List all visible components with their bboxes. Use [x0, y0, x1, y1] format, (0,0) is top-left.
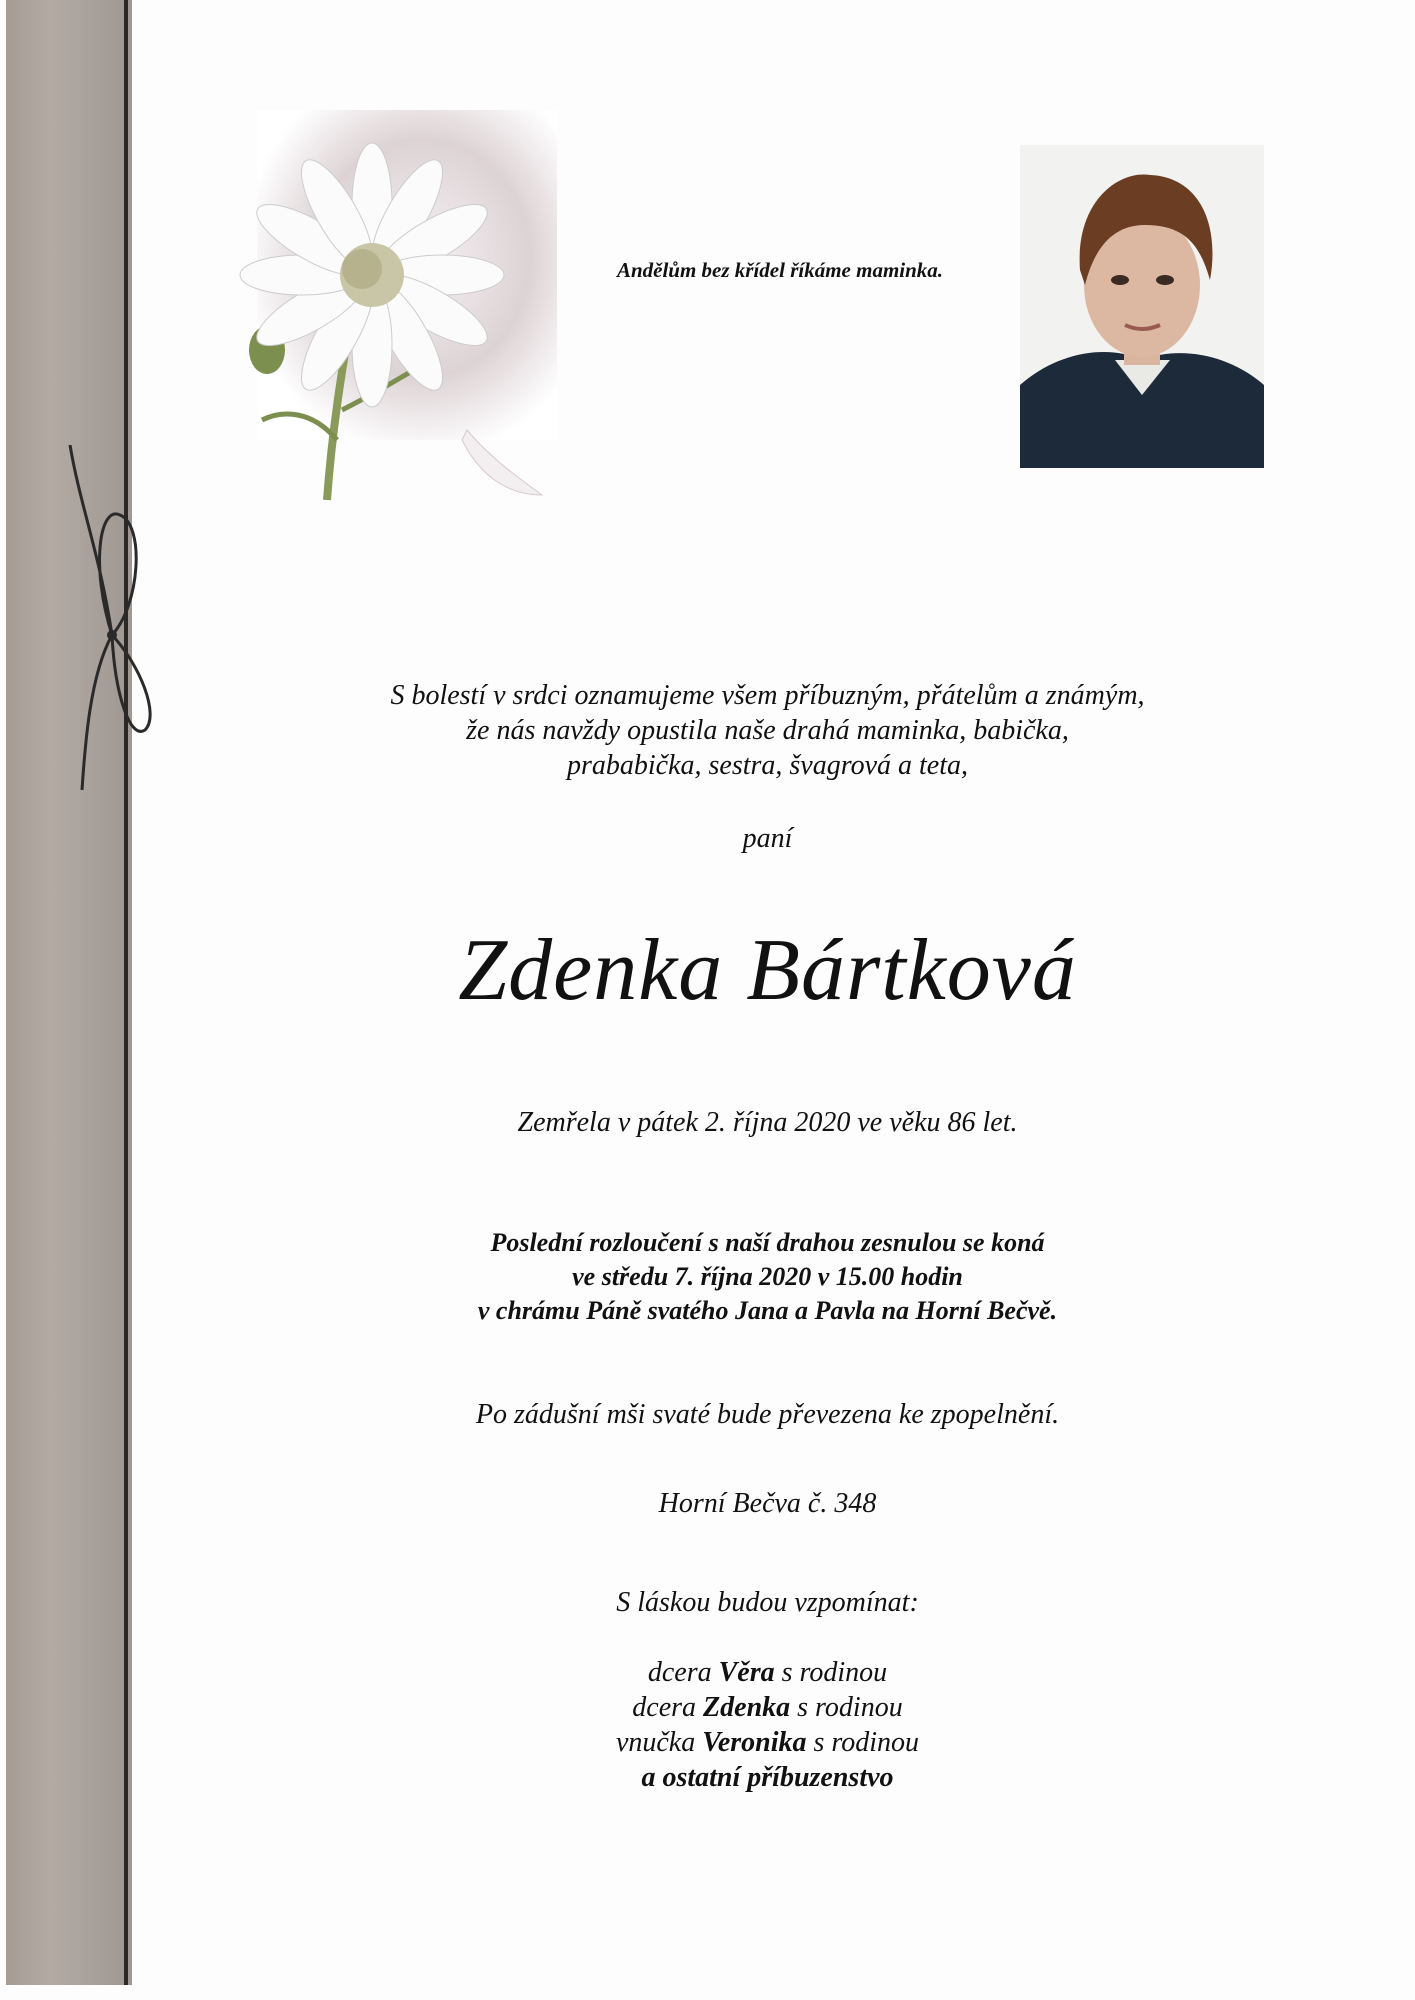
closing-line: a ostatní příbuzenstvo	[641, 1762, 894, 1793]
decorative-side-band	[6, 0, 132, 1985]
deceased-name: Zdenka Bártková	[458, 922, 1077, 1019]
decorative-side-line	[124, 0, 128, 1985]
mourner-relation: dcera	[632, 1692, 697, 1723]
funeral-line-2: ve středu 7. října 2020 v 15.00 hodin	[572, 1262, 963, 1291]
daisy-flower-image	[232, 110, 562, 510]
mourner-relation: dcera	[647, 1657, 712, 1688]
announcement-text	[180, 678, 1355, 783]
remember-heading: S láskou budou vzpomínat:	[616, 1587, 919, 1618]
announcement-line-1: S bolestí v srdci oznamujeme všem příbuzným, přátelům a známým,	[390, 680, 1145, 711]
list-item	[180, 1725, 1355, 1760]
funeral-details	[180, 1226, 1355, 1328]
announcement-line-3: prababička, sestra, švagrová a teta,	[566, 750, 969, 781]
list-item	[180, 1690, 1355, 1725]
motto-text: Andělům bez křídel říkáme maminka.	[616, 258, 944, 282]
funeral-line-1: Poslední rozloučení s naší drahou zesnulou se koná	[490, 1228, 1045, 1257]
announcement-line-2: že nás navždy opustila naše drahá maminka, babička,	[466, 715, 1069, 746]
mourner-suffix: s rodinou	[797, 1692, 903, 1723]
mourner-relation: vnučka	[615, 1727, 696, 1758]
list-item	[180, 1655, 1355, 1690]
portrait-photo	[1020, 145, 1264, 468]
ribbon-bow-icon	[60, 445, 170, 805]
address-text: Horní Bečva č. 348	[658, 1488, 877, 1519]
mass-note: Po zádušní mši svaté bude převezena ke zpopelnění.	[475, 1399, 1060, 1430]
mourner-suffix: s rodinou	[781, 1657, 888, 1688]
mourner-name: Zdenka	[703, 1692, 791, 1723]
mourner-name: Veronika	[702, 1727, 807, 1758]
funeral-line-3: v chrámu Páně svatého Jana a Pavla na Horní Bečvě.	[477, 1296, 1058, 1325]
mourners-list	[180, 1655, 1355, 1795]
mourner-suffix: s rodinou	[813, 1727, 920, 1758]
death-date-text: Zemřela v pátek 2. října 2020 ve věku 86 let.	[517, 1107, 1018, 1138]
mourner-name: Věra	[718, 1657, 775, 1688]
honorific: paní	[742, 823, 793, 854]
